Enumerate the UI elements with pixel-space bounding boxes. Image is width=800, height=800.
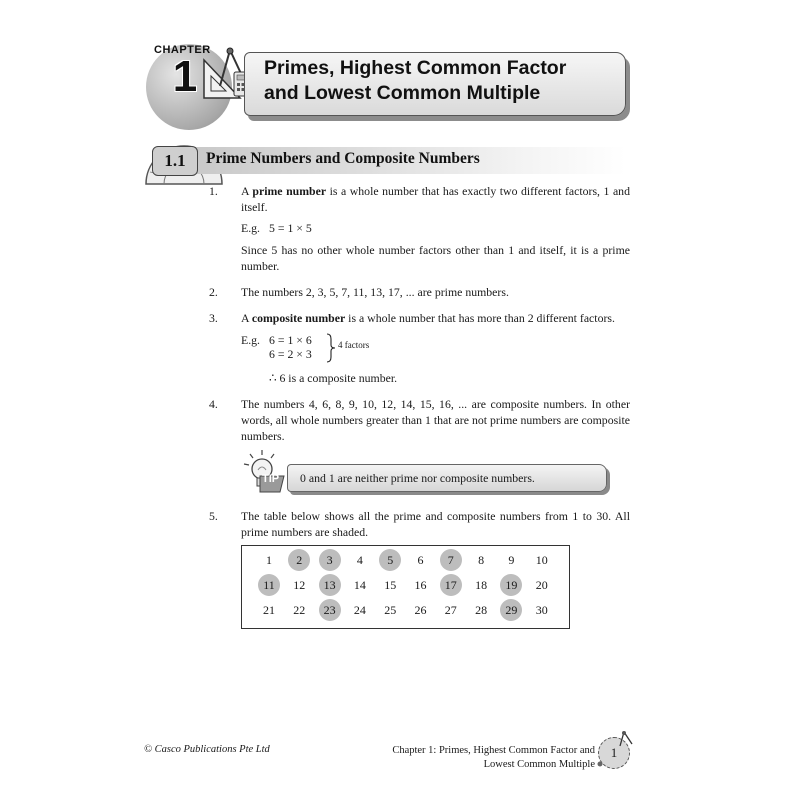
composite-cell: 18 [475,578,488,592]
composite-cell: 8 [478,553,485,567]
item-number: 5. [209,509,218,523]
prime-cell: 5 [379,549,401,571]
composite-cell: 12 [293,578,306,592]
item-number: 1. [209,184,218,198]
footer-chapter-line2: Lowest Common Multiple [483,759,595,770]
composite-cell: 21 [263,603,275,617]
footer-chapter [380,744,595,772]
composite-cell: 30 [535,603,548,617]
prime-cell: 23 [319,599,341,621]
tip-text: 0 and 1 are neither prime nor composite numbers. [300,471,535,485]
composite-cell: 4 [356,553,363,567]
composite-cell: 1 [266,553,272,567]
composite-cell: 25 [384,603,397,617]
page-number: 1 [598,737,630,769]
composite-cell: 27 [444,603,457,617]
brace-icon [325,333,337,363]
compass-icon [594,730,638,774]
composite-cell: 20 [535,578,548,592]
composite-cell: 26 [414,603,427,617]
copyright: © Casco Publications Pte Ltd [144,744,270,755]
composite-cell: 6 [417,553,424,567]
chapter-label: CHAPTER [154,44,211,56]
prime-cell: 2 [288,549,310,571]
example-expression: 5 = 1 × 5 [269,221,312,235]
composite-cell: 10 [535,553,548,567]
term-prime-number: prime number [252,184,327,198]
item-text: A composite number is a whole number that has more than 2 different factors. [241,311,615,325]
prime-cell: 29 [500,599,522,621]
prime-cell: 13 [319,574,341,596]
chapter-title [264,56,624,106]
example-line-2: 6 = 2 × 3 [269,347,312,361]
example-line-1: 6 = 1 × 6 [269,333,312,347]
section-title: Prime Numbers and Composite Numbers [206,150,480,167]
prime-cell: 19 [500,574,522,596]
composite-cell: 15 [384,578,397,592]
item-note: Since 5 has no other whole number factors other than 1 and itself, it is a prime number. [241,243,630,273]
chapter-title-line2: and Lowest Common Multiple [264,82,541,104]
footer-chapter-line1: Chapter 1: Primes, Highest Common Factor and [392,745,595,756]
example-label: E.g. [241,221,261,235]
item-number: 4. [209,397,218,411]
composite-cell: 22 [293,603,306,617]
item-text: The table below shows all the prime and composite numbers from 1 to 30. All prime numbers are shaded. [241,509,630,539]
chapter-title-line1: Primes, Highest Common Factor [264,57,567,79]
composite-cell: 16 [414,578,427,592]
composite-cell: 14 [353,578,366,592]
composite-cell: 24 [353,603,366,617]
prime-cell: 17 [440,574,462,596]
item-text: The numbers 4, 6, 8, 9, 10, 12, 14, 15, 16, ... are composite numbers. In other words, all whole numbers greater than 1 that are not prime numbers are composite numbers. [241,397,630,443]
chapter-number: 1 [172,52,198,101]
example-label: E.g. [241,333,261,347]
prime-cell: 7 [440,549,462,571]
prime-cell: 3 [319,549,341,571]
lightbulb-icon [240,448,286,494]
tip-label: TIP [262,473,280,485]
conclusion: ∴ 6 is a composite number. [269,371,398,385]
term-composite-number: composite number [251,311,346,325]
item-number: 3. [209,311,218,325]
item-text: A prime number is a whole number that has exactly two different factors, 1 and itself. [241,184,630,214]
brace-note: 4 factors [338,340,370,350]
item-text: The numbers 2, 3, 5, 7, 11, 13, 17, ... are prime numbers. [241,285,509,299]
section-number: 1.1 [152,146,198,176]
composite-cell: 9 [508,553,515,567]
composite-cell: 28 [475,603,488,617]
item-number: 2. [209,285,218,299]
prime-cell: 11 [258,574,280,596]
